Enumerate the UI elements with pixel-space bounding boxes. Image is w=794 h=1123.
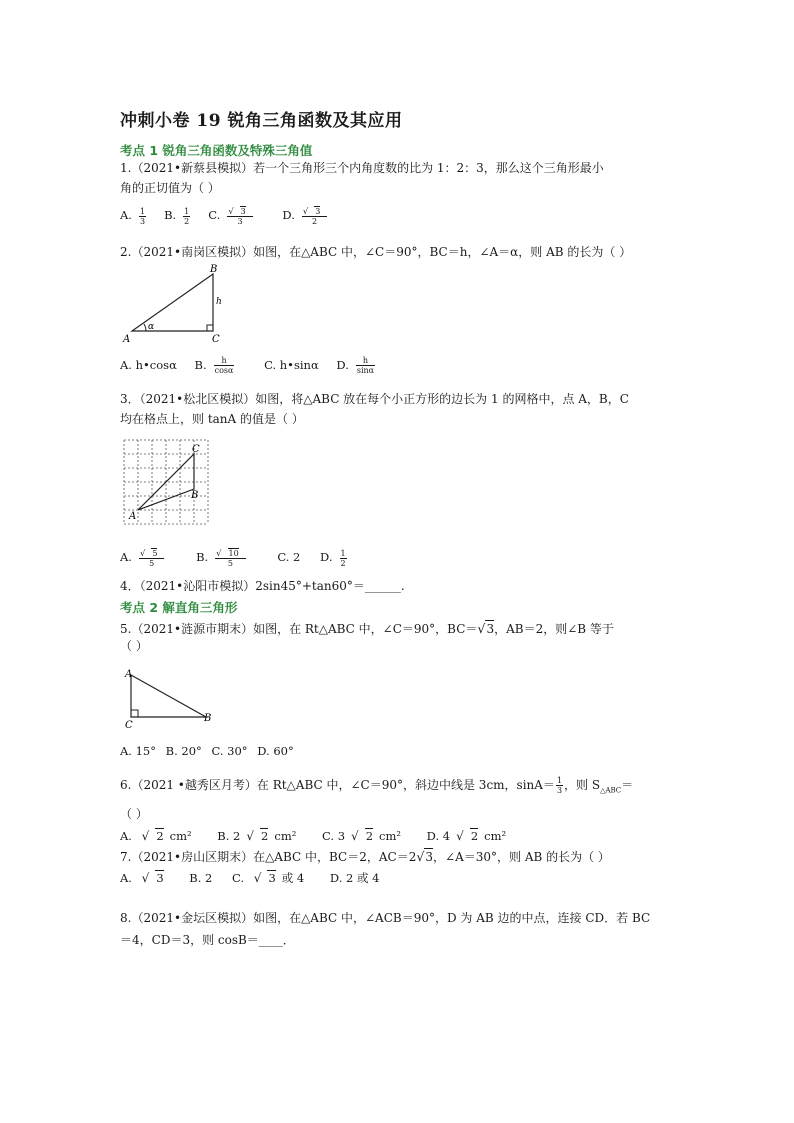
q3-grid-figure	[120, 436, 212, 528]
q2-label-h: h	[216, 297, 222, 307]
q6-options	[120, 828, 518, 843]
q2-options	[120, 356, 393, 375]
q2-label-c: C	[212, 334, 220, 345]
q6-option-d: D. 4 √ 2 cm²	[426, 829, 507, 843]
q6-line2: （ ）	[120, 807, 148, 821]
page-title: 冲刺小卷 19 锐角三角函数及其应用	[120, 111, 403, 131]
q3-line2: 均在格点上，则 tanA 的值是（ ）	[120, 412, 304, 426]
q2-option-d: D. $\frac{h}{\sin\alpha}$	[336, 356, 375, 375]
q7-options	[120, 870, 385, 886]
q6-option-b: B. 2 √ 2 cm²	[217, 829, 297, 843]
q2-label-alpha: α	[148, 322, 155, 332]
q2-triangle-figure	[120, 262, 230, 346]
q3-option-b: B. $\frac{√ 10}{5}$	[196, 550, 258, 564]
q7-option-c: C. √ 3 或 4	[232, 871, 305, 885]
q1-options	[120, 206, 345, 226]
q2-label-b: B	[210, 264, 218, 275]
q3-line1: 3．（2021•松北区模拟）如图，将△ABC 放在每个小正方形的边长为 1 的网格中，点 A，B，C	[120, 392, 629, 406]
q8-line2: ＝4，CD＝3，则 cosB＝____．	[120, 933, 295, 947]
q8-line1: 8.（2021•金坛区模拟）如图，在△ABC 中，∠ACB＝90°，D 为 AB 边的中点，连接 CD．若 BC	[120, 911, 651, 925]
q7-option-a: A. √ 3	[120, 871, 164, 885]
q7-option-b: B. 2	[189, 871, 213, 885]
q3-option-c: C. 2	[277, 550, 301, 564]
section-heading-2: 考点 2 解直角三角形	[120, 600, 238, 615]
q5-label-b: B	[204, 713, 212, 724]
q3-option-d: D. $\frac{1}{2}$	[320, 548, 346, 568]
q7-line1: 7.（2021•房山区期末）在△ABC 中，BC＝2，AC＝2√3，∠A＝30°，则 AB 的长为（ ）	[120, 849, 610, 864]
q3-label-c: C	[192, 444, 200, 455]
q5-line1: 5.（2021•涟源市期末）如图，在 Rt△ABC 中，∠C＝90°，BC＝√3，AB＝2，则∠B 等于	[120, 621, 614, 636]
q3-label-b: B	[191, 490, 199, 501]
q5-triangle-figure	[120, 666, 220, 730]
q2-label-a: A	[123, 334, 131, 345]
q1-option-d: D. $\frac{√ 3}{2}$	[282, 208, 339, 222]
q3-options	[120, 548, 365, 568]
q5-option-c: C. 30°	[211, 744, 248, 758]
section-heading-1: 考点 1 锐角三角函数及特殊三角值	[120, 143, 313, 158]
q6-line1: 6.（2021 •越秀区月考）在 Rt△ABC 中，∠C＝90°，斜边中线是 3cm，sinA＝ $\frac{1}{3}$ ，则 $S_{\triangle ABC}=$	[120, 776, 634, 795]
q1-option-a: A. $\frac{1}{3}$	[120, 206, 146, 226]
q5-option-b: B. 20°	[165, 744, 202, 758]
q2-line1: 2.（2021•南岗区模拟）如图，在△ABC 中，∠C＝90°，BC＝h，∠A＝α，则 AB 的长为（ ）	[120, 245, 632, 259]
q5-line2: （ ）	[120, 639, 148, 653]
q5-label-c: C	[125, 720, 133, 730]
q1-line1: 1.（2021•新蔡县模拟）若一个三角形三个内角度数的比为 1：2：3，那么这个三角形最小	[120, 161, 604, 175]
q6-option-c: C. 3 √ 2 cm²	[322, 829, 402, 843]
q2-option-c: C. h•sinα	[264, 357, 319, 372]
q2-option-b: B. $\frac{h}{\cos\alpha}$	[194, 356, 234, 375]
q4-line1: 4．（2021•沁阳市模拟）2sin45°+tan60°＝______.	[120, 579, 405, 593]
q1-option-c: C. $\frac{√ 3}{3}$	[208, 208, 264, 222]
q1-option-b: B. $\frac{1}{2}$	[164, 206, 190, 226]
q3-label-a: A	[129, 511, 137, 522]
q5-option-d: D. 60°	[257, 744, 294, 758]
q2-option-a: A. h•cosα	[120, 357, 177, 372]
q7-option-d: D. 2 或 4	[329, 871, 380, 885]
q5-label-a: A	[125, 669, 133, 680]
q5-options	[120, 744, 300, 758]
q6-option-a: A. √ 2 cm²	[120, 829, 192, 843]
q3-option-a: A. $\frac{√ 5}{5}$	[120, 550, 176, 564]
q5-option-a: A. 15°	[120, 744, 156, 758]
q1-line2: 角的正切值为（ ）	[120, 181, 220, 195]
